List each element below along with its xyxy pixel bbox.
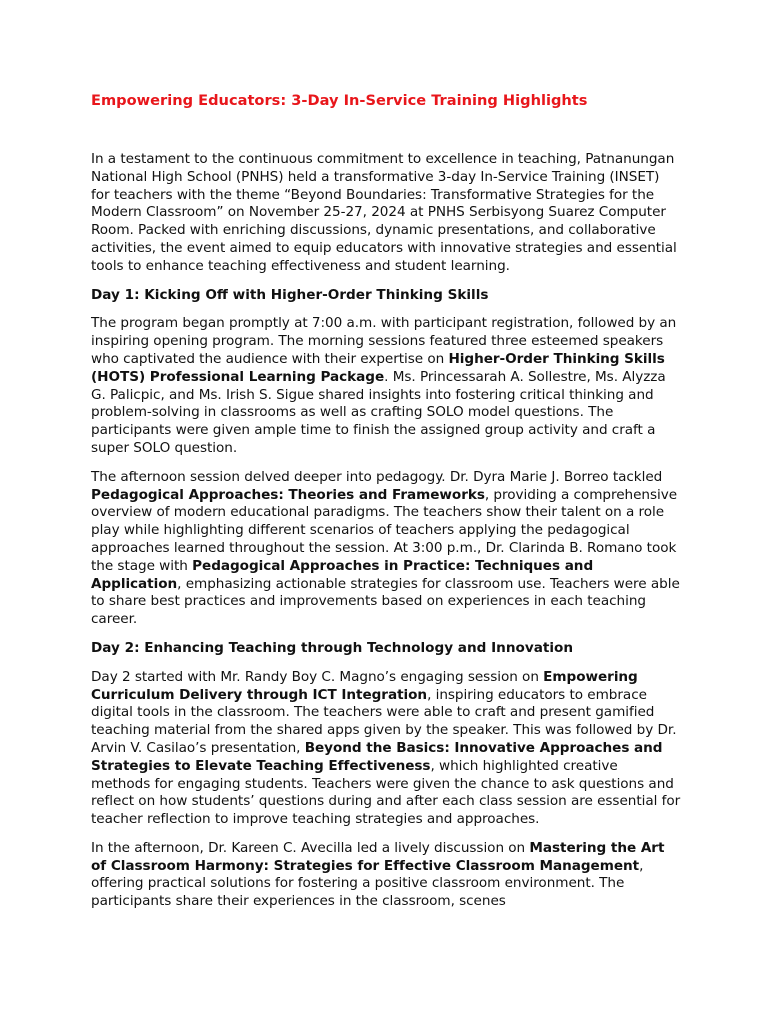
day1-paragraph-1 bbox=[91, 315, 681, 457]
day2-p2-bold-topic: Mastering the Art of Classroom Harmony: Strategies for Effective Classroom Management bbox=[91, 839, 665, 874]
day2-p2-text-a: In the afternoon, Dr. Kareen C. Avecilla led a lively discussion on bbox=[91, 839, 530, 856]
day1-p1-bold-topic: Higher-Order Thinking Skills (HOTS) Professional Learning Package bbox=[91, 350, 665, 385]
day1-paragraph-2 bbox=[91, 469, 681, 629]
day2-paragraph-2 bbox=[91, 840, 681, 911]
day2-p1-text-d: , which highlighted creative methods for engaging students. Teachers were given the chance to ask questions and reflect on how students’ questions during and after each class session are essential for teacher reflection to improve teaching strategies and approaches. bbox=[91, 757, 681, 828]
day2-heading: Day 2: Enhancing Teaching through Technology and Innovation bbox=[91, 639, 574, 656]
day1-p1-text-c: . Ms. Princessarah A. Sollestre, Ms. Alyzza G. Palicpic, and Ms. Irish S. Sigue shared insights into fostering critical thinking and problem-solving in classrooms as well as crafting SOLO model questions. The participants were given ample time to finish the assigned group activity and craft a super SOLO question. bbox=[91, 368, 666, 456]
intro-paragraph: In a testament to the continuous commitment to excellence in teaching, Patnanungan National High School (PNHS) held a transformative 3-day In-Service Training (INSET) for teachers with the theme “Beyond Boundaries: Transformative Strategies for the Modern Classroom” on November 25-27, 2024 at PNHS Serbisyong Suarez Computer Room. Packed with enriching discussions, dynamic presentations, and collaborative activities, the event aimed to equip educators with innovative strategies and essential tools to enhance teaching effectiveness and student learning. bbox=[91, 151, 677, 274]
document-title: Empowering Educators: 3-Day In-Service Training Highlights bbox=[91, 92, 588, 109]
day1-heading: Day 1: Kicking Off with Higher-Order Thinking Skills bbox=[91, 286, 489, 303]
day1-p2-bold-topic-2: Pedagogical Approaches in Practice: Techniques and Application bbox=[91, 557, 594, 592]
day2-p1-bold-topic-1: Empowering Curriculum Delivery through ICT Integration bbox=[91, 668, 638, 703]
day2-paragraph-1 bbox=[91, 669, 681, 829]
day1-p1-text-a: The program began promptly at 7:00 a.m. with participant registration, followed by an inspiring opening program. The morning sessions featured three esteemed speakers who captivated the audience with their expertise on bbox=[91, 315, 677, 367]
day1-p2-bold-topic-1: Pedagogical Approaches: Theories and Frameworks bbox=[91, 486, 485, 503]
day2-p2-text-c: , offering practical solutions for fostering a positive classroom environment. The participants share their experiences in the classroom, scenes bbox=[91, 857, 644, 910]
day1-p2-text-c: , providing a comprehensive overview of modern educational paradigms. The teachers show their talent on a role play while highlighting different scenarios of teachers applying the pedagogical approaches learned throughout the session. At 3:00 p.m., Dr. Clarinda B. Romano took the stage with bbox=[91, 486, 678, 574]
day2-p1-bold-topic-2: Beyond the Basics: Innovative Approaches and Strategies to Elevate Teaching Effectiveness bbox=[91, 739, 663, 774]
day2-p1-text-c: , inspiring educators to embrace digital tools in the classroom. The teachers were able to craft and present gamified teaching material from the shared apps given by the speaker. This was followed by Dr. Arvin V. Casilao’s presentation, bbox=[91, 686, 677, 756]
document-page bbox=[91, 91, 681, 911]
day1-p2-text-a: The afternoon session delved deeper into pedagogy. Dr. Dyra Marie J. Borreo tackled bbox=[91, 468, 663, 485]
day1-p2-text-d: , emphasizing actionable strategies for classroom use. Teachers were able to share best practices and improvements based on experiences in each teaching career. bbox=[91, 575, 680, 628]
day2-p1-text-a: Day 2 started with Mr. Randy Boy C. Magno’s engaging session on bbox=[91, 668, 544, 685]
